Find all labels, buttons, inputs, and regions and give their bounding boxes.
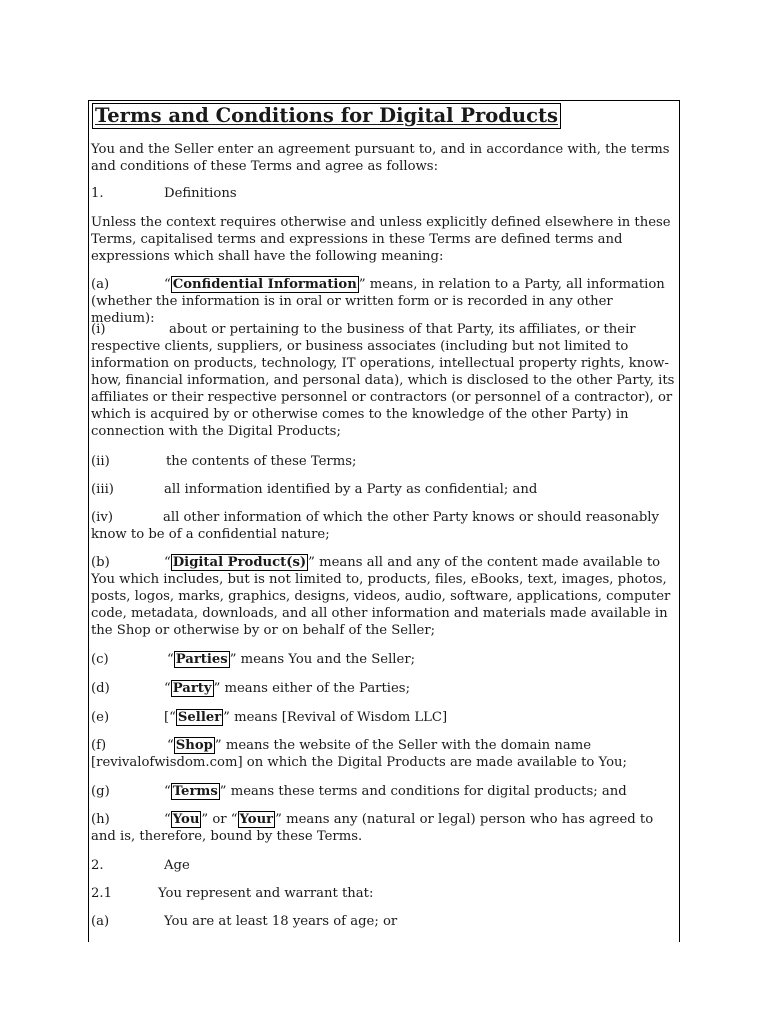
definition-digital-products: (b) “ Digital Product(s) ” means all and any of the content made available to You which includes, but is not limited to, products, files, eBooks, text, images, photos, posts, logos, marks, graphics, designs, videos, audio, software, applications, computer code, metadata, downloads, and all other information and materials made available in the Shop or otherwise by or on behalf of the Seller; <box>91 555 671 638</box>
item-number: (iv) <box>91 510 113 525</box>
definition-terms: (g) “ Terms ” means these terms and conditions for digital products; and <box>91 784 627 799</box>
document-page <box>88 100 680 942</box>
definition-seller: (e) [“ Seller ” means [Revival of Wisdom LLC] <box>91 710 448 725</box>
item-number: (ii) <box>91 454 110 469</box>
definition-you: (h) “ You ” or “ Your ” means any (natural or legal) person who has agreed to and is, therefore, bound by these Terms. <box>91 812 654 844</box>
definition-confidential-information: (a) “ Confidential Information ” means, in relation to a Party, all information (whether the information is in oral or written form or is recorded in any other medium): <box>91 277 665 326</box>
definition-parties: (c) “ Parties ” means You and the Seller; <box>91 652 416 667</box>
item-number: (c) <box>91 652 109 667</box>
subclause-i: (i) about or pertaining to the business of that Party, its affiliates, or their respective clients, suppliers, or business associates (including but not limited to information on products, technology, IT operations, intellectual property rights, know-how, financial information, and personal data), which is disclosed to the other Party, its affiliates or their respective personnel or contractors (or personnel of a contractor), or which is acquired by or otherwise comes to the knowledge of the other Party) in connection with the Digital Products; <box>91 322 675 439</box>
item-number: (f) <box>91 738 107 753</box>
section-number: 1. <box>91 186 104 201</box>
item-number: (i) <box>91 322 106 337</box>
defined-term: Digital Product(s) <box>172 555 307 570</box>
clause-2-1-a: (a) You are at least 18 years of age; or <box>91 914 398 929</box>
definition-party: (d) “ Party ” means either of the Parties; <box>91 681 411 696</box>
defined-term: Your <box>239 812 274 827</box>
subclause-iii: (iii) all information identified by a Party as confidential; and <box>91 482 538 497</box>
section-2-heading <box>91 857 677 874</box>
defined-term: Terms <box>172 784 218 799</box>
definition-shop: (f) “ Shop ” means the website of the Seller with the domain name [revivalofwisdom.com] on which the Digital Products are made available to You; <box>91 738 627 770</box>
defined-term: Shop <box>175 738 213 753</box>
document-title: Terms and Conditions for Digital Products <box>92 103 561 129</box>
subclause-ii: (ii) the contents of these Terms; <box>91 454 357 469</box>
section-number: 2. <box>91 858 104 873</box>
defined-term: Seller <box>177 710 222 725</box>
section-title: Definitions <box>164 186 237 201</box>
defined-term: You <box>172 812 200 827</box>
item-number: (h) <box>91 812 110 827</box>
section-title: Age <box>164 858 190 873</box>
item-number: (iii) <box>91 482 114 497</box>
item-number: (a) <box>91 914 110 929</box>
defined-term: Party <box>172 681 212 696</box>
section-1-heading <box>91 185 677 202</box>
defined-term: Confidential Information <box>172 277 357 292</box>
item-number: 2.1 <box>91 886 112 901</box>
defined-term: Parties <box>175 652 228 667</box>
item-number: (b) <box>91 555 110 570</box>
item-number: (e) <box>91 710 110 725</box>
item-number: (a) <box>91 277 110 292</box>
subclause-iv: (iv) all other information of which the other Party knows or should reasonably know to be of a confidential nature; <box>91 510 659 542</box>
item-number: (d) <box>91 681 110 696</box>
item-number: (g) <box>91 784 110 799</box>
intro-paragraph: You and the Seller enter an agreement pursuant to, and in accordance with, the terms and conditions of these Terms and agree as follows: <box>91 142 670 174</box>
definitions-intro: Unless the context requires otherwise and unless explicitly defined elsewhere in these Terms, capitalised terms and expressions in these Terms are defined terms and expressions which shall have the following meaning: <box>91 215 671 264</box>
document-content <box>91 101 677 929</box>
clause-2-1: 2.1 You represent and warrant that: <box>91 886 374 901</box>
